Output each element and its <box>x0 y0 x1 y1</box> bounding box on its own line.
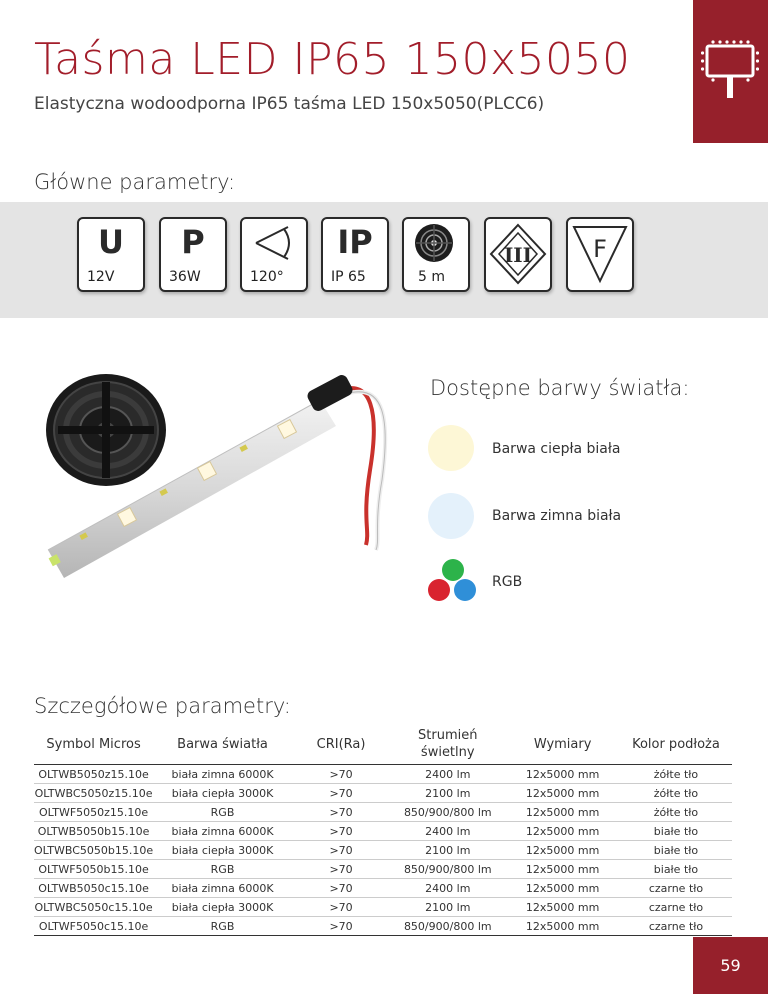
table-cell: RGB <box>153 917 292 936</box>
table-cell: >70 <box>292 841 390 860</box>
table-cell: biała zimna 6000K <box>153 765 292 784</box>
table-row <box>34 784 732 803</box>
power-symbol: P <box>181 223 205 261</box>
table-cell: 12x5000 mm <box>505 803 620 822</box>
table-cell: czarne tło <box>620 917 732 936</box>
specs-table <box>34 724 732 936</box>
table-cell: biała ciepła 3000K <box>153 841 292 860</box>
table-cell: 12x5000 mm <box>505 784 620 803</box>
svg-text:F: F <box>593 235 607 263</box>
warm-white-swatch <box>428 425 474 471</box>
table-cell: OLTWBC5050b15.10e <box>34 841 153 860</box>
rgb-green-dot <box>442 559 464 581</box>
column-header: Barwa światła <box>177 736 268 752</box>
table-row <box>34 822 732 841</box>
table-cell: 2100 lm <box>390 898 505 917</box>
table-row <box>34 917 732 936</box>
voltage-value: 12V <box>87 269 115 285</box>
table-row <box>34 803 732 822</box>
table-cell: OLTWB5050c15.10e <box>34 879 153 898</box>
f-mark-icon <box>568 219 632 290</box>
power-param-box <box>159 217 227 292</box>
table-cell: 12x5000 mm <box>505 765 620 784</box>
table-cell: 12x5000 mm <box>505 879 620 898</box>
table-cell: >70 <box>292 822 390 841</box>
table-row <box>34 898 732 917</box>
table-cell: 2100 lm <box>390 841 505 860</box>
reel-icon <box>404 219 468 267</box>
beam-angle-icon <box>242 219 306 267</box>
table-cell: OLTWF5050c15.10e <box>34 917 153 936</box>
table-cell: RGB <box>153 860 292 879</box>
table-cell: 850/900/800 lm <box>390 803 505 822</box>
table-cell: żółte tło <box>620 765 732 784</box>
table-cell: RGB <box>153 803 292 822</box>
f-mark-box <box>566 217 634 292</box>
voltage-param-box <box>77 217 145 292</box>
led-panel-icon <box>701 40 759 102</box>
page-number: 59 <box>693 937 768 994</box>
table-row <box>34 841 732 860</box>
table-cell: 2400 lm <box>390 822 505 841</box>
page-title: Taśma LED IP65 150x5050 <box>34 34 631 85</box>
table-cell: >70 <box>292 860 390 879</box>
class-iii-icon <box>486 219 550 290</box>
table-header-row <box>34 724 732 765</box>
length-value: 5 m <box>418 269 445 285</box>
page-subtitle: Elastyczna wodoodporna IP65 taśma LED 150x5050(PLCC6) <box>34 94 545 114</box>
table-cell: >70 <box>292 879 390 898</box>
table-cell: OLTWB5050b15.10e <box>34 822 153 841</box>
table-cell: OLTWF5050b15.10e <box>34 860 153 879</box>
table-cell: >70 <box>292 917 390 936</box>
table-cell: >70 <box>292 898 390 917</box>
table-cell: biała ciepła 3000K <box>153 898 292 917</box>
table-cell: 12x5000 mm <box>505 898 620 917</box>
table-cell: biała zimna 6000K <box>153 879 292 898</box>
power-value: 36W <box>169 269 201 285</box>
table-cell: 12x5000 mm <box>505 841 620 860</box>
table-cell: 12x5000 mm <box>505 822 620 841</box>
column-header: Wymiary <box>533 736 592 752</box>
rgb-label: RGB <box>492 574 523 590</box>
warm-white-label: Barwa ciepła biała <box>492 441 621 457</box>
table-cell: 2400 lm <box>390 879 505 898</box>
table-cell: >70 <box>292 784 390 803</box>
ip-param-box <box>321 217 389 292</box>
table-cell: >70 <box>292 803 390 822</box>
table-cell: czarne tło <box>620 879 732 898</box>
column-header: Strumień świetlny <box>418 728 478 760</box>
table-cell: białe tło <box>620 860 732 879</box>
column-header: Symbol Micros <box>46 736 141 752</box>
table-cell: OLTWBC5050z15.10e <box>34 784 153 803</box>
table-cell: 12x5000 mm <box>505 860 620 879</box>
table-cell: 2100 lm <box>390 784 505 803</box>
table-cell: białe tło <box>620 841 732 860</box>
voltage-symbol: U <box>98 223 124 261</box>
rgb-blue-dot <box>454 579 476 601</box>
colors-heading: Dostępne barwy światła: <box>430 376 690 400</box>
details-heading: Szczegółowe parametry: <box>34 694 291 718</box>
table-cell: biała ciepła 3000K <box>153 784 292 803</box>
rgb-swatch <box>428 559 478 605</box>
rgb-red-dot <box>428 579 450 601</box>
table-cell: OLTWF5050z15.10e <box>34 803 153 822</box>
ip-value: IP 65 <box>331 269 366 285</box>
table-cell: 850/900/800 lm <box>390 917 505 936</box>
table-cell: żółte tło <box>620 803 732 822</box>
table-cell: białe tło <box>620 822 732 841</box>
ip-symbol: IP <box>337 223 373 261</box>
table-row <box>34 765 732 784</box>
column-header: Kolor podłoża <box>632 736 720 752</box>
table-cell: OLTWB5050z15.10e <box>34 765 153 784</box>
main-params-heading: Główne parametry: <box>34 170 236 194</box>
angle-param-box <box>240 217 308 292</box>
cold-white-label: Barwa zimna biała <box>492 508 622 524</box>
table-cell: 12x5000 mm <box>505 917 620 936</box>
table-cell: czarne tło <box>620 898 732 917</box>
table-cell: żółte tło <box>620 784 732 803</box>
table-cell: 850/900/800 lm <box>390 860 505 879</box>
table-cell: 2400 lm <box>390 765 505 784</box>
table-cell: >70 <box>292 765 390 784</box>
class-iii-box <box>484 217 552 292</box>
cold-white-swatch <box>428 493 474 539</box>
column-header: CRI(Ra) <box>316 736 366 752</box>
table-cell: OLTWBC5050c15.10e <box>34 898 153 917</box>
corner-tab <box>693 0 768 143</box>
table-row <box>34 860 732 879</box>
table-cell: biała zimna 6000K <box>153 822 292 841</box>
led-strip-photo <box>40 360 430 590</box>
length-param-box <box>402 217 470 292</box>
angle-value: 120° <box>250 269 284 285</box>
svg-text:III: III <box>503 243 533 267</box>
table-row <box>34 879 732 898</box>
